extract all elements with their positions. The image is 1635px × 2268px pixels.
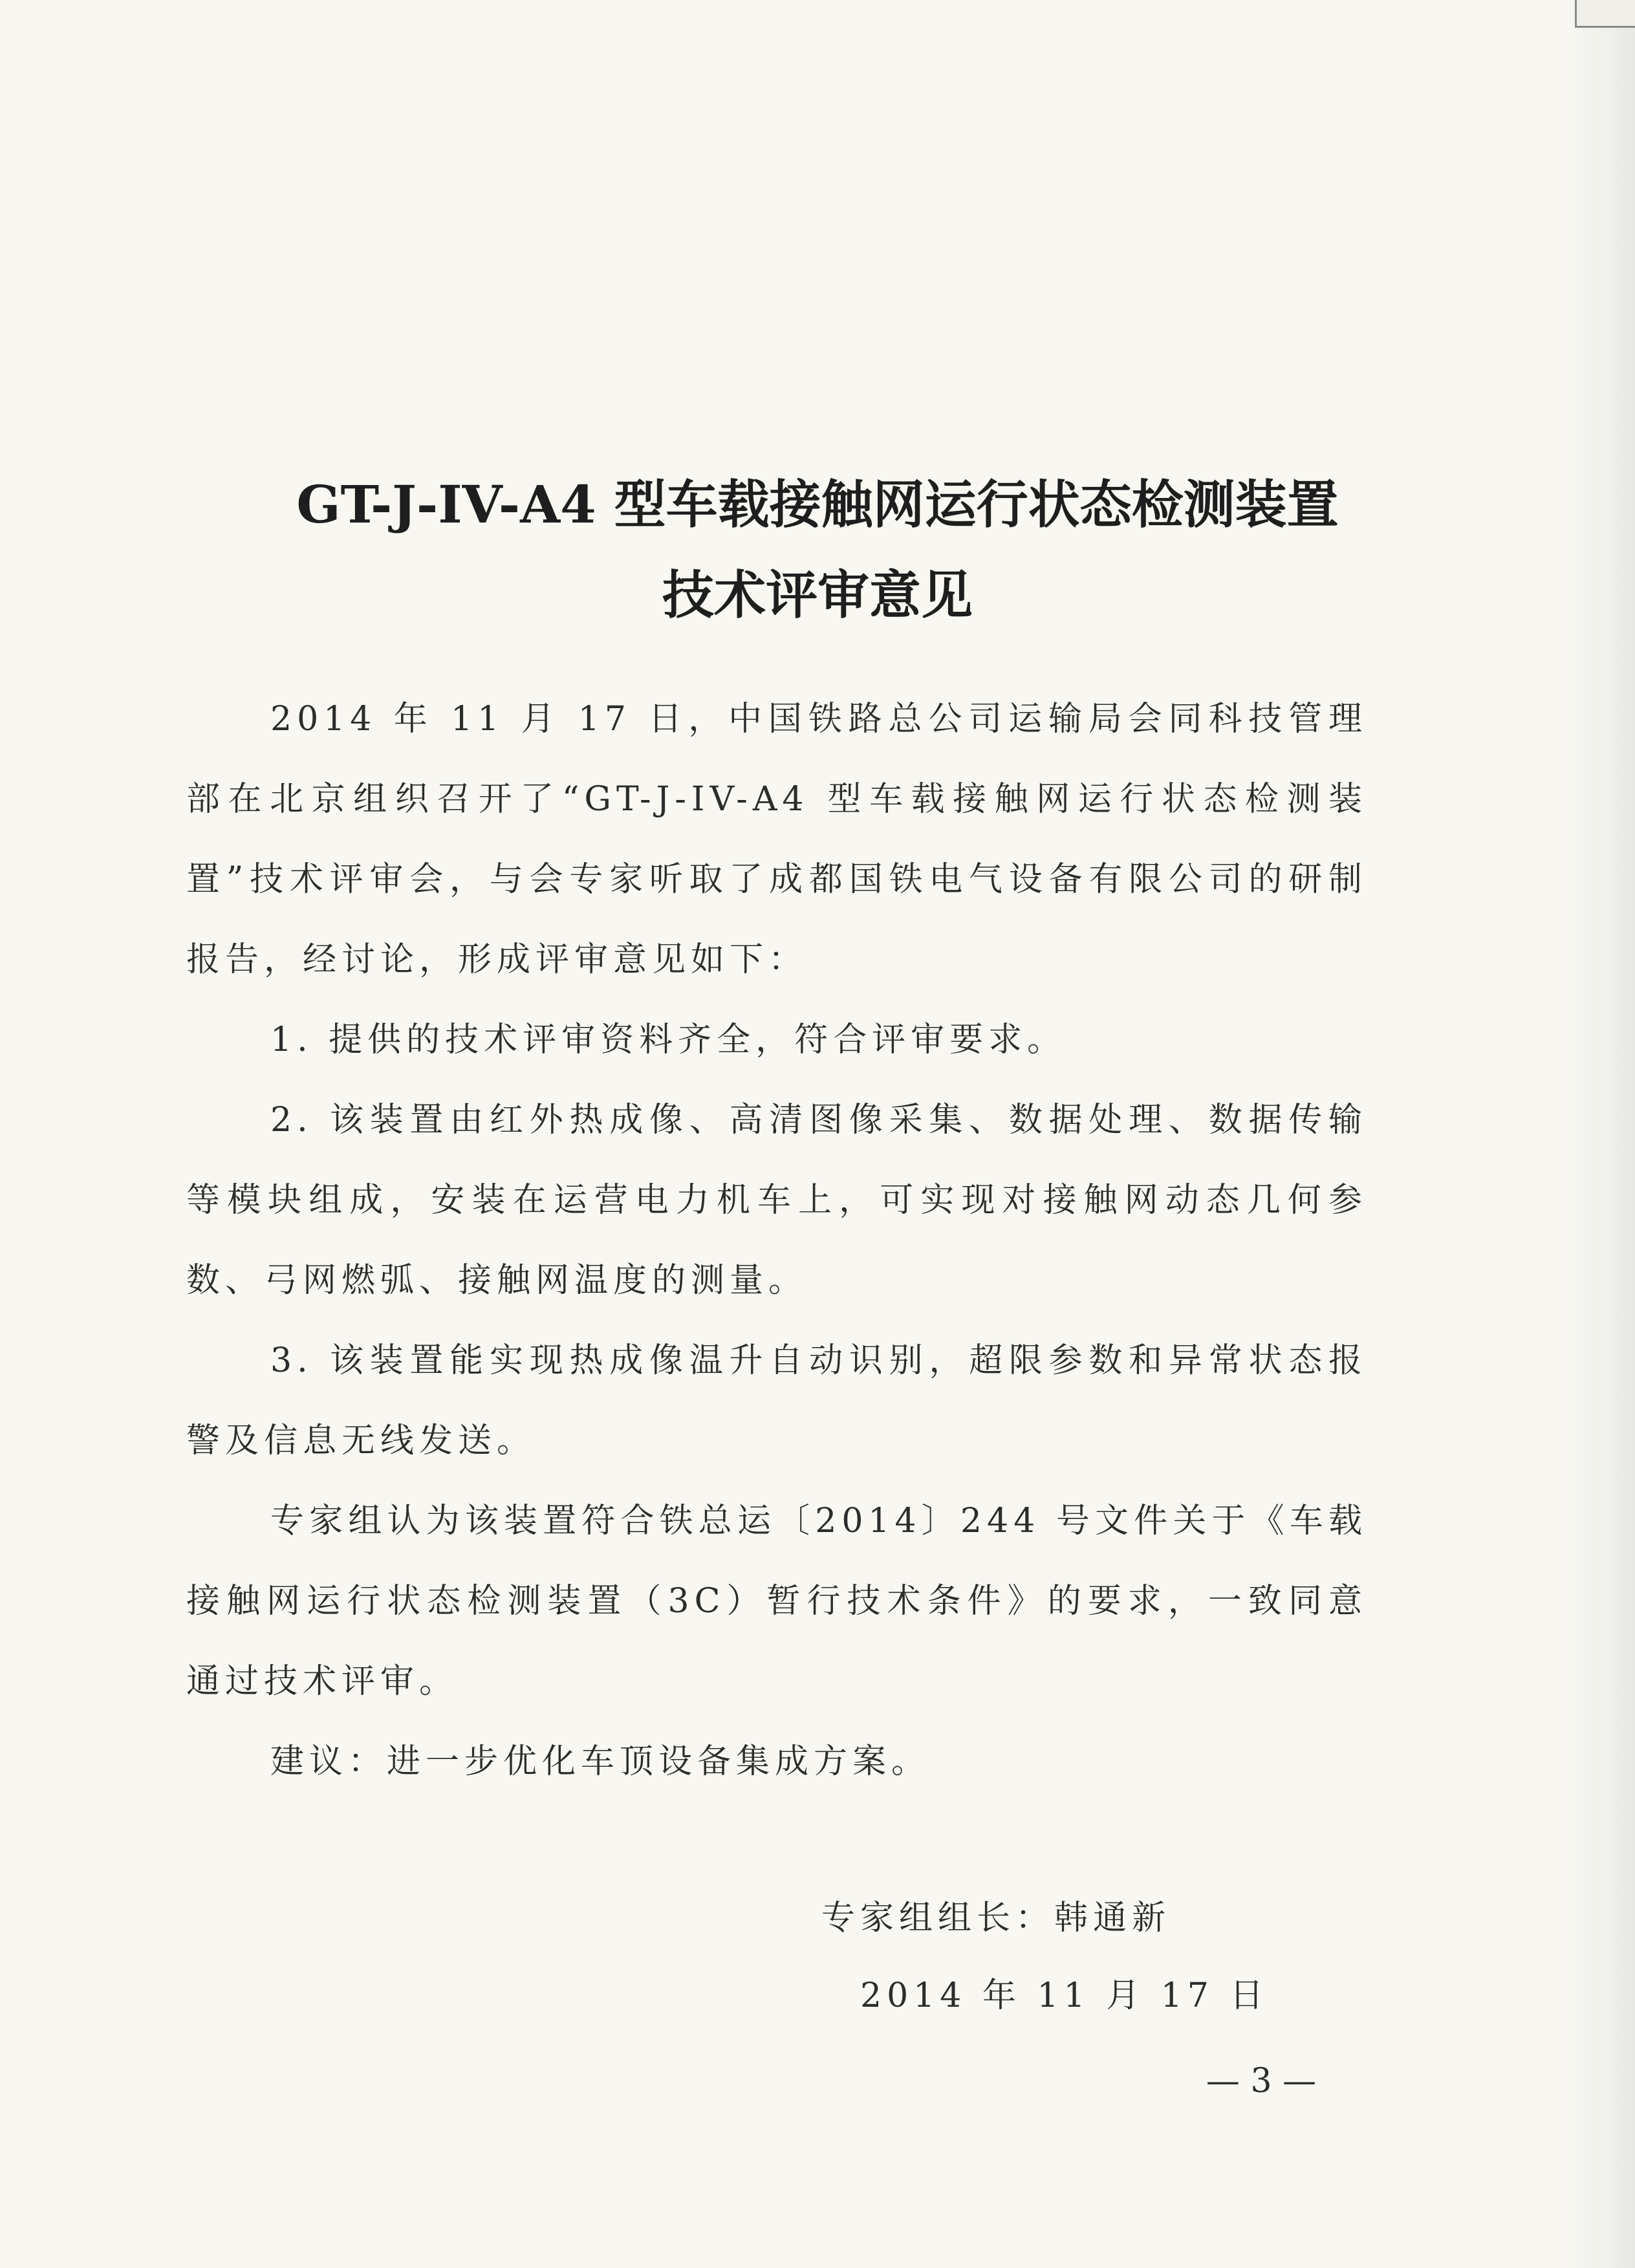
signature-date: 2014 年 11 月 17 日 bbox=[860, 1976, 1269, 2015]
document-title-line-1: GT-J-IV-A4 型车载接触网运行状态检测装置 bbox=[296, 474, 1339, 535]
page-number: — 3 — bbox=[1206, 2062, 1317, 2101]
signature-name: 专家组组长：韩通新 bbox=[821, 1899, 1171, 1938]
opinion-item-2: 2. 该装置由红外热成像、高清图像采集、数据处理、数据传输等模块组成，安装在运营电力机车上，可实现对接触网动态几何参数、弓网燃弧、接触网温度的测量。 bbox=[186, 1101, 1367, 1300]
document-title-line-2: 技术评审意见 bbox=[662, 565, 973, 625]
suggestion-paragraph: 建议：进一步优化车顶设备集成方案。 bbox=[270, 1742, 931, 1781]
opinion-item-3: 3. 该装置能实现热成像温升自动识别，超限参数和异常状态报警及信息无线发送。 bbox=[186, 1341, 1367, 1460]
intro-paragraph: 2014 年 11 月 17 日，中国铁路总公司运输局会同科技管理部在北京组织召开了“GT-J-IV-A4 型车载接触网运行状态检测装置”技术评审会，与会专家听取了成都国铁电气设备有限公司的研制报告，经讨论，形成评审意见如下： bbox=[186, 700, 1367, 979]
scan-edge-shadow bbox=[1564, 0, 1635, 2268]
scan-corner-mark bbox=[1575, 0, 1635, 28]
conclusion-paragraph: 专家组认为该装置符合铁总运〔2014〕244 号文件关于《车载接触网运行状态检测装置（3C）暂行技术条件》的要求，一致同意通过技术评审。 bbox=[186, 1502, 1367, 1701]
opinion-item-1: 1. 提供的技术评审资料齐全，符合评审要求。 bbox=[270, 1021, 1067, 1059]
